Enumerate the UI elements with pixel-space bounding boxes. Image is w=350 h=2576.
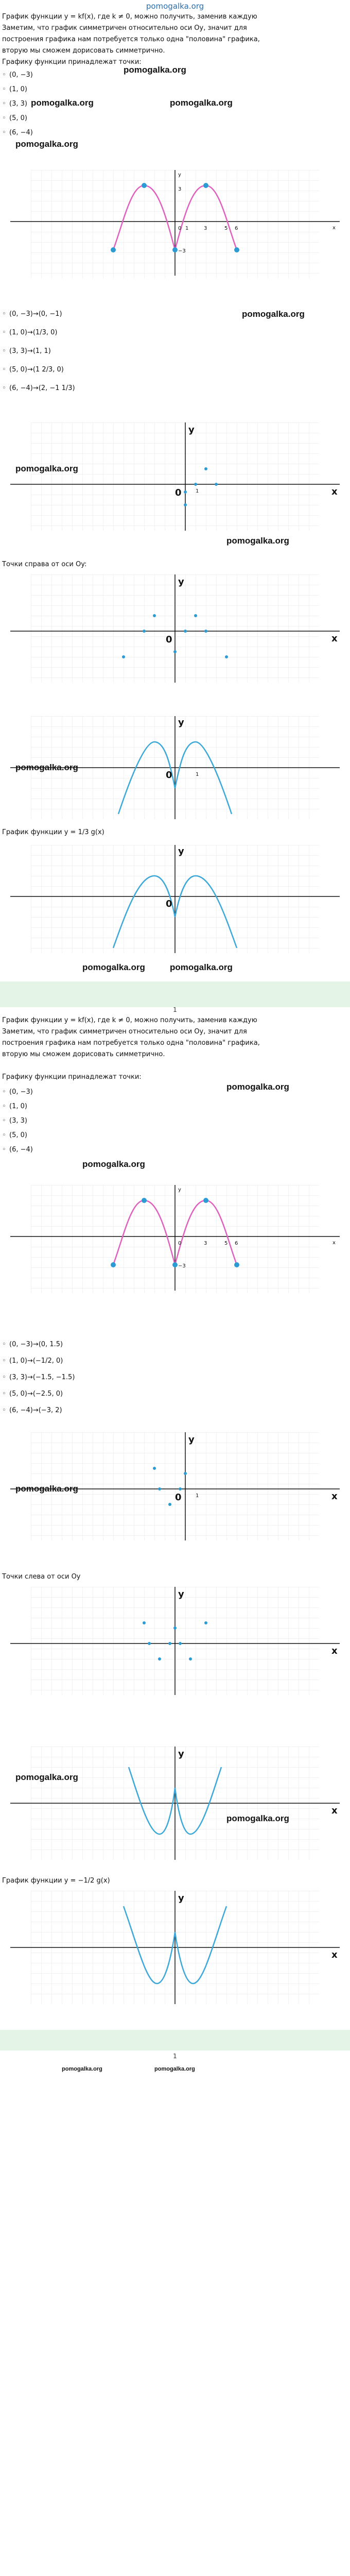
- y-axis-label: y: [178, 1749, 184, 1759]
- list-item: ◦ (6, −4): [2, 1146, 33, 1154]
- watermark-logo: pomogalka.org: [15, 1772, 78, 1782]
- transform-item: ◦ (6, −4)→(2, −1 1/3): [2, 384, 75, 392]
- origin-label: 0: [178, 226, 182, 231]
- y-axis-label: y: [188, 425, 195, 435]
- transform-item: ◦ (3, 3)→(1, 1): [2, 347, 51, 355]
- list-item: ◦ (6, −4): [2, 129, 33, 137]
- tick-y-3: −3: [178, 1263, 186, 1269]
- intro-line-4: вторую мы сможем дорисовать симметрично.: [2, 47, 165, 55]
- right-points-title: Точки справа от оси Oy:: [2, 561, 87, 568]
- page-separator: [0, 981, 350, 1007]
- page-separator: [0, 2030, 350, 2050]
- watermark-logo: pomogalka.org: [226, 1082, 289, 1092]
- list-item: ◦ (1, 0): [2, 1103, 27, 1110]
- transform-item: ◦ (5, 0)→(−2.5, 0): [2, 1390, 63, 1398]
- tick-y3: 3: [178, 187, 182, 192]
- graph-curve-2: [0, 1747, 350, 1860]
- y-axis-label: y: [178, 1589, 184, 1600]
- intro-line-2: Заметим, что график симметричен относительно оси Oy, значит для: [2, 1028, 247, 1036]
- tick-3: 3: [204, 226, 207, 231]
- transform-item: ◦ (6, −4)→(−3, 2): [2, 1406, 62, 1414]
- page-number: 1: [173, 2053, 177, 2060]
- origin-label: 0: [175, 1492, 182, 1503]
- y-axis-label: y: [178, 577, 184, 587]
- list-item: ◦ (3, 3): [2, 1117, 27, 1125]
- watermark-logo: pomogalka.org: [15, 464, 78, 473]
- graph-original-2: [0, 1185, 350, 1293]
- transform-item: ◦ (1, 0)→(−1/2, 0): [2, 1357, 63, 1365]
- watermark-logo: pomogalka.org: [124, 65, 186, 75]
- list-item: ◦ (3, 3): [2, 100, 27, 108]
- tick-6: 6: [235, 226, 238, 231]
- watermark-logo: pomogalka.org: [226, 1814, 289, 1823]
- watermark-logo: pomogalka.org: [82, 962, 145, 972]
- transform-item: ◦ (5, 0)→(1 2/3, 0): [2, 366, 64, 374]
- origin-label: 0: [166, 634, 172, 645]
- graph-points-1: [0, 422, 350, 531]
- watermark-logo: pomogalka.org: [82, 1159, 145, 1169]
- left-points-title: Точки слева от оси Oy: [2, 1573, 81, 1581]
- origin-label: 0: [166, 899, 172, 909]
- watermark-logo: pomogalka.org: [15, 1484, 78, 1494]
- graph-final-1: [0, 845, 350, 953]
- x-axis-label: x: [331, 1646, 338, 1656]
- origin-label: 0: [178, 1241, 182, 1246]
- y-axis-label: y: [178, 1893, 184, 1904]
- watermark-logo: pomogalka.org: [170, 962, 233, 972]
- x-axis-label: x: [331, 633, 338, 644]
- graph-right-points: [0, 574, 350, 683]
- y-axis-label: y: [178, 172, 181, 178]
- watermark-logo: pomogalka.org: [170, 98, 233, 108]
- tick-1: 1: [196, 1493, 199, 1499]
- x-axis-label: x: [331, 1491, 338, 1502]
- x-axis-label: x: [331, 1805, 338, 1816]
- tick-y-3: −3: [178, 248, 186, 254]
- tick-5: 5: [224, 226, 228, 231]
- watermark-logo: pomogalka.org: [15, 139, 78, 149]
- intro-line-4: вторую мы сможем дорисовать симметрично.: [2, 1050, 165, 1058]
- transform-item: ◦ (1, 0)→(1/3, 0): [2, 329, 58, 336]
- graph-original-1: [0, 170, 350, 278]
- list-item: ◦ (5, 0): [2, 1131, 27, 1139]
- y-axis-label: y: [178, 1187, 181, 1193]
- result-label-1: График функции y = 1/3 g(x): [2, 828, 104, 836]
- watermark-logo: pomogalka.org: [62, 2066, 102, 2072]
- list-item: ◦ (0, −3): [2, 1088, 33, 1096]
- points-title: Графику функции принадлежат точки:: [2, 58, 142, 66]
- tick-1: 1: [185, 226, 189, 231]
- intro-line-3: построения графика нам потребуется только одна "половина" графика,: [2, 1039, 260, 1047]
- x-axis-label: x: [331, 486, 338, 497]
- list-item: ◦ (0, −3): [2, 71, 33, 79]
- transform-item: ◦ (3, 3)→(−1.5, −1.5): [2, 1374, 75, 1381]
- intro-line-1: График функции y = kf(x), где k ≠ 0, можно получить, заменив каждую: [2, 13, 257, 21]
- site-link[interactable]: pomogalka.org: [146, 2, 204, 11]
- intro-line-1: График функции y = kf(x), где k ≠ 0, можно получить, заменив каждую: [2, 1016, 257, 1024]
- intro-line-2: Заметим, что график симметричен относительно оси Oy, значит для: [2, 24, 247, 32]
- tick-1: 1: [196, 488, 199, 494]
- graph-left-points: [0, 1587, 350, 1695]
- tick-1: 1: [196, 772, 199, 777]
- page-number: 1: [173, 1006, 177, 1013]
- tick-5: 5: [224, 1241, 228, 1246]
- graph-final-2: [0, 1891, 350, 2004]
- origin-label: 0: [175, 487, 182, 498]
- x-axis-label: x: [332, 1240, 336, 1246]
- y-axis-label: y: [178, 717, 184, 728]
- transform-item: ◦ (0, −3)→(0, −1): [2, 310, 62, 318]
- y-axis-label: y: [188, 1434, 195, 1445]
- result-label-2: График функции y = −1/2 g(x): [2, 1877, 110, 1885]
- tick-6: 6: [235, 1241, 238, 1246]
- list-item: ◦ (1, 0): [2, 86, 27, 93]
- list-item: ◦ (5, 0): [2, 114, 27, 122]
- y-axis-label: y: [178, 846, 184, 857]
- origin-label: 0: [166, 770, 172, 781]
- watermark-logo: pomogalka.org: [31, 98, 94, 108]
- watermark-logo: pomogalka.org: [226, 536, 289, 546]
- tick-3: 3: [204, 1241, 207, 1246]
- points-title: Графику функции принадлежат точки:: [2, 1073, 142, 1081]
- x-axis-label: x: [332, 225, 336, 231]
- watermark-logo: pomogalka.org: [154, 2066, 195, 2072]
- transform-item: ◦ (0, −3)→(0, 1.5): [2, 1341, 63, 1348]
- watermark-logo: pomogalka.org: [242, 309, 305, 319]
- watermark-logo: pomogalka.org: [15, 762, 78, 772]
- x-axis-label: x: [331, 1950, 338, 1960]
- intro-line-3: построения графика нам потребуется только одна "половина" графика,: [2, 36, 260, 43]
